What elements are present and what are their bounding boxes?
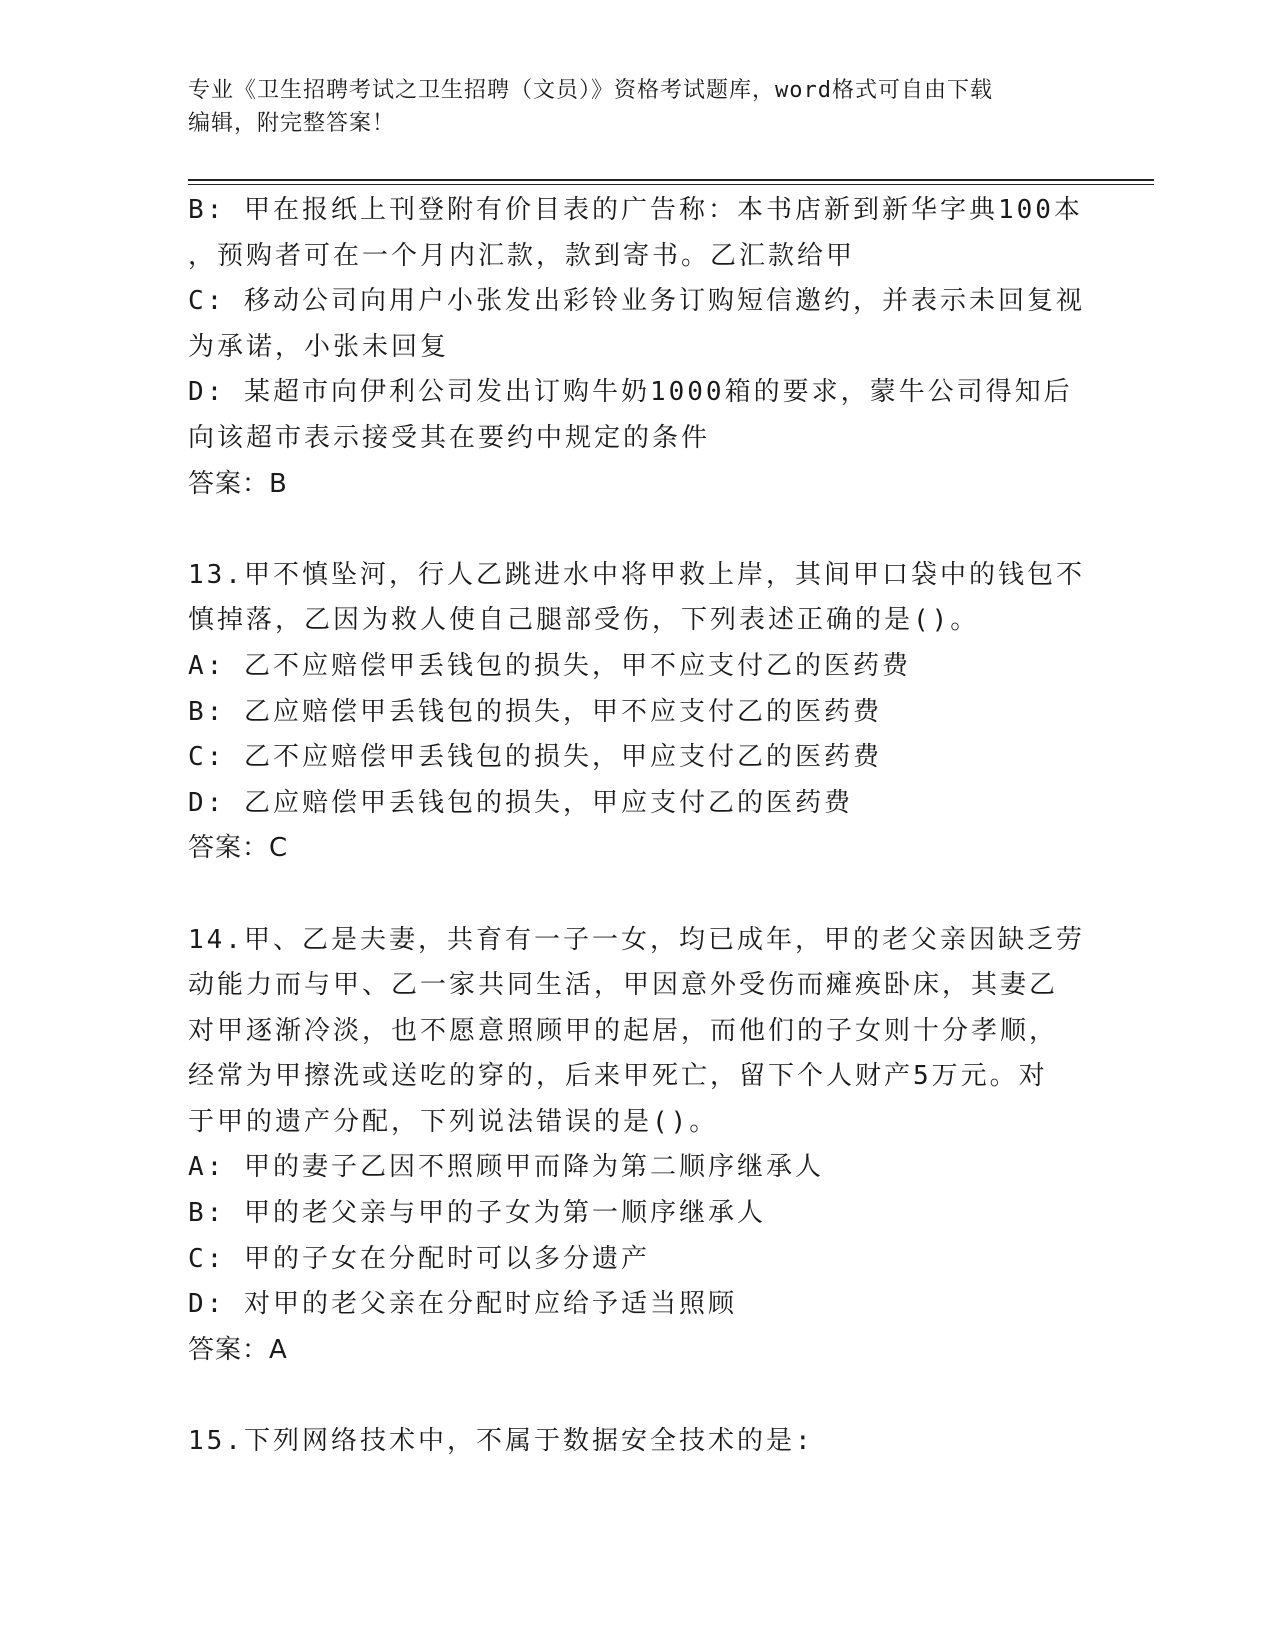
option-c: C: 甲的子女在分配时可以多分遗产 [188,1243,650,1274]
header-line-1: 专业《卫生招聘考试之卫生招聘（文员）》资格考试题库，word格式可自由下载 [188,78,993,103]
header-divider-thin [188,184,1154,185]
option-d: D: 对甲的老父亲在分配时应给予适当照顾 [188,1289,737,1320]
option-b: B: 甲的老父亲与甲的子女为第一顺序继承人 [188,1198,766,1229]
option-b-line-2: ，预购者可在一个月内汇款，款到寄书。乙汇款给甲 [188,240,856,271]
question-stem-line-2: 慎掉落，乙因为救人使自己腿部受伤，下列表述正确的是()。 [188,605,980,636]
question-stem-line-4: 经常为甲擦洗或送吃的穿的，后来甲死亡，留下个人财产5万元。对 [188,1061,1048,1092]
question-12 [188,188,1085,507]
header-divider-thick [188,179,1154,181]
question-14 [188,918,1085,1374]
option-c-line-2: 为承诺，小张未回复 [188,331,450,362]
answer-label: 答案：A [188,1334,288,1365]
question-stem-line-1: 13.甲不慎坠河，行人乙跳进水中将甲救上岸，其间甲口袋中的钱包不 [188,559,1085,590]
answer-label: 答案：C [188,833,289,864]
option-a: A: 乙不应赔偿甲丢钱包的损失，甲不应支付乙的医药费 [188,650,911,681]
spacer [188,872,1068,918]
header-line-2: 编辑，附完整答案！ [188,111,396,136]
question-stem-line-5: 于甲的遗产分配，下列说法错误的是()。 [188,1106,719,1137]
question-stem-line-2: 动能力而与甲、乙一家共同生活，甲因意外受伤而瘫痪卧床，其妻乙 [188,970,1059,1001]
option-c-line-1: C: 移动公司向用户小张发出彩铃业务订购短信邀约，并表示未回复视 [188,286,1085,317]
option-c: C: 乙不应赔偿甲丢钱包的损失，甲应支付乙的医药费 [188,742,882,773]
option-a: A: 甲的妻子乙因不照顾甲而降为第二顺序继承人 [188,1152,824,1183]
answer-label: 答案：B [188,468,288,499]
question-content [188,188,1085,1465]
option-b: B: 乙应赔偿甲丢钱包的损失，甲不应支付乙的医药费 [188,696,882,727]
question-13 [188,553,1085,872]
option-b-line-1: B: 甲在报纸上刊登附有价目表的广告称：本书店新到新华字典100本 [188,195,1083,225]
option-d-line-2: 向该超市表示接受其在要约中规定的条件 [188,422,711,453]
question-stem-line-1: 15.下列网络技术中，不属于数据安全技术的是: [188,1426,814,1457]
spacer [188,1373,1068,1419]
question-15 [188,1419,1068,1465]
document-header [188,74,1088,140]
question-stem-line-1: 14.甲、乙是夫妻，共育有一子一女，均已成年，甲的老父亲因缺乏劳 [188,924,1085,955]
spacer [188,507,1068,553]
question-stem-line-3: 对甲逐渐冷淡，也不愿意照顾甲的起居，而他们的子女则十分孝顺， [188,1015,1059,1046]
option-d-line-1: D: 某超市向伊利公司发出订购牛奶1000箱的要求，蒙牛公司得知后 [188,377,1073,408]
option-d: D: 乙应赔偿甲丢钱包的损失，甲应支付乙的医药费 [188,787,853,818]
